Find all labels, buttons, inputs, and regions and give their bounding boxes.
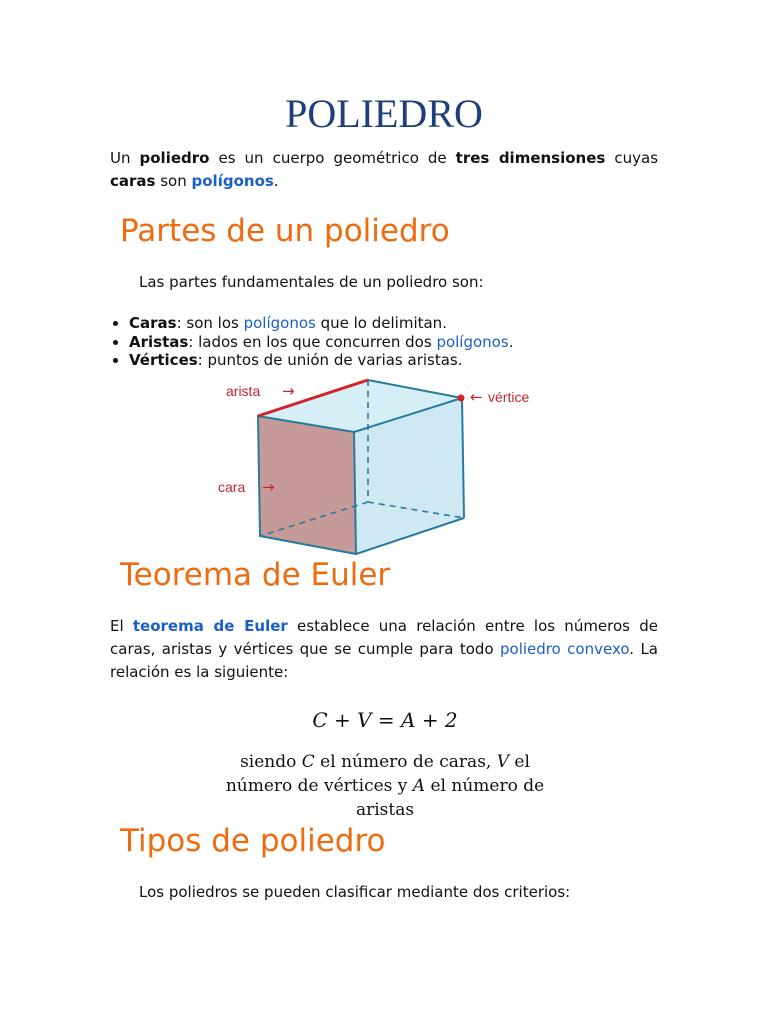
link-teorema-euler[interactable]: teorema de Euler xyxy=(132,617,288,635)
euler-text: . La relación es la siguiente: xyxy=(110,640,658,681)
partes-lead: Las partes fundamentales de un poliedro son: xyxy=(139,273,484,291)
intro-text: . xyxy=(273,172,279,190)
term-aristas: Aristas xyxy=(129,332,189,351)
intro-text: es un cuerpo geométrico de xyxy=(209,149,456,167)
var-v: V xyxy=(496,752,510,772)
tipos-lead: Los poliedros se pueden clasificar mediante dos criterios: xyxy=(139,883,571,901)
link-poligonos[interactable]: polígonos xyxy=(243,314,316,332)
cube-diagram xyxy=(212,372,562,562)
vertex-dot xyxy=(458,395,465,402)
label-arista: arista xyxy=(226,383,261,399)
var-c: C xyxy=(301,752,315,772)
term-caras: Caras xyxy=(129,314,177,332)
item-text: : puntos de unión de varias aristas. xyxy=(197,351,463,369)
heading-euler: Teorema de Euler xyxy=(120,557,391,593)
item-text: : lados en los que concurren dos xyxy=(188,332,437,351)
euler-paragraph xyxy=(110,615,658,684)
desc-text: el número de aristas xyxy=(355,776,545,820)
heading-tipos: Tipos de poliedro xyxy=(120,823,386,859)
label-cara: cara xyxy=(218,479,246,495)
term-caras: caras xyxy=(110,172,156,190)
list-item xyxy=(129,314,513,333)
list-item xyxy=(129,333,513,352)
intro-text: cuyas xyxy=(605,149,659,167)
term-tres-dimensiones: tres dimensiones xyxy=(455,149,606,167)
arrow-right-icon: → xyxy=(282,382,295,400)
link-poligonos[interactable]: polígonos xyxy=(191,172,274,190)
intro-paragraph xyxy=(110,147,658,193)
euler-formula: C + V = A + 2 xyxy=(312,708,458,732)
link-poliedro-convexo[interactable]: poliedro convexo xyxy=(500,640,630,658)
euler-text: El xyxy=(110,617,133,635)
desc-text: el número de vértices y xyxy=(225,752,530,796)
link-poligonos[interactable]: polígonos xyxy=(436,332,509,351)
item-text: . xyxy=(508,332,514,351)
intro-text: Un xyxy=(110,149,140,167)
var-a: A xyxy=(412,776,426,796)
label-vertice: vértice xyxy=(488,389,530,405)
intro-text: son xyxy=(155,172,192,190)
arrow-left-icon: ← xyxy=(470,388,483,406)
heading-partes: Partes de un poliedro xyxy=(120,213,450,249)
desc-text: el número de caras, xyxy=(314,752,497,772)
parts-list xyxy=(110,314,513,370)
euler-formula-description xyxy=(215,750,555,822)
item-text: : son los xyxy=(176,314,244,332)
item-text: que lo delimitan. xyxy=(315,314,447,332)
arrow-right-icon: → xyxy=(262,478,275,496)
term-poliedro: poliedro xyxy=(139,149,210,167)
list-item xyxy=(129,351,513,370)
desc-text: siendo xyxy=(240,752,302,772)
page-title: POLIEDRO xyxy=(285,91,483,136)
euler-text: establece una relación entre los números de caras, aristas y vértices que se cumple para todo xyxy=(110,617,658,658)
term-vertices: Vértices xyxy=(129,351,198,369)
